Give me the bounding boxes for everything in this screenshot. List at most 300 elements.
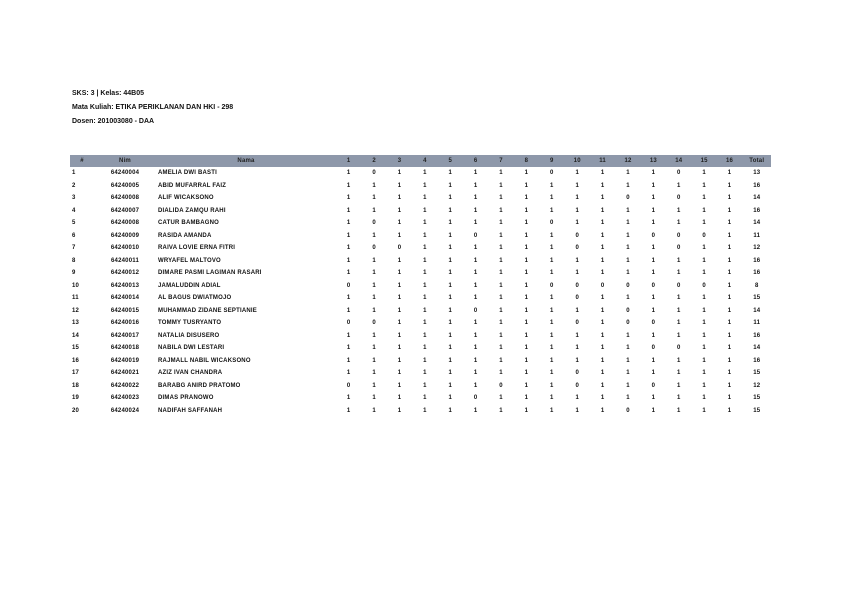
score-cell: 1	[626, 257, 630, 264]
score-cell: 1	[473, 270, 478, 277]
score-cell: 1	[397, 407, 402, 414]
score-cell: 1	[626, 332, 630, 339]
score-cell: 1	[524, 195, 529, 202]
score-cell: 1	[423, 182, 427, 189]
score-cell: 1	[702, 307, 706, 314]
row-number: 7	[72, 245, 76, 252]
score-cell: 1	[651, 307, 656, 314]
column-header: 10	[573, 158, 581, 164]
total-cell: 14	[753, 307, 761, 314]
score-cell: 1	[346, 395, 351, 402]
score-cell: 1	[423, 295, 427, 302]
score-cell: 1	[626, 370, 630, 377]
score-cell: 1	[499, 357, 503, 364]
score-cell: 1	[473, 370, 478, 377]
column-header: 4	[423, 158, 427, 164]
score-cell: 1	[423, 382, 427, 389]
table-row	[70, 242, 771, 255]
score-cell: 1	[727, 245, 732, 252]
score-cell: 1	[346, 207, 351, 214]
score-cell: 1	[600, 332, 605, 339]
score-cell: 1	[600, 295, 605, 302]
score-cell: 1	[575, 182, 579, 189]
score-cell: 0	[499, 382, 503, 389]
table-row	[70, 380, 771, 393]
table-row	[70, 205, 771, 218]
score-cell: 0	[346, 320, 351, 327]
score-cell: 1	[372, 395, 376, 402]
table-row	[70, 305, 771, 318]
score-cell: 1	[727, 307, 732, 314]
score-cell: 1	[677, 395, 681, 402]
score-cell: 1	[677, 370, 681, 377]
score-cell: 1	[651, 295, 656, 302]
score-cell: 1	[677, 270, 681, 277]
score-cell: 1	[651, 357, 656, 364]
score-cell: 1	[702, 357, 706, 364]
score-cell: 1	[397, 270, 402, 277]
score-cell: 1	[346, 170, 351, 177]
score-cell: 1	[677, 295, 681, 302]
score-cell: 0	[346, 282, 351, 289]
column-header: 3	[397, 158, 402, 164]
score-cell: 1	[448, 307, 453, 314]
score-cell: 1	[473, 220, 478, 227]
score-cell: 1	[473, 295, 478, 302]
score-cell: 1	[423, 370, 427, 377]
score-cell: 1	[448, 282, 453, 289]
score-cell: 1	[346, 345, 351, 352]
score-cell: 1	[575, 345, 579, 352]
nama-cell: RAJMALL NABIL WICAKSONO	[158, 357, 251, 364]
row-number: 20	[72, 407, 80, 414]
row-number: 13	[72, 320, 80, 327]
score-cell: 1	[524, 182, 529, 189]
nama-cell: WRYAFEL MALTOVO	[158, 257, 221, 264]
score-cell: 1	[448, 295, 453, 302]
score-cell: 1	[524, 357, 529, 364]
score-cell: 0	[677, 195, 681, 202]
score-cell: 1	[346, 245, 351, 252]
score-cell: 1	[600, 357, 605, 364]
score-cell: 1	[423, 307, 427, 314]
total-cell: 16	[753, 332, 761, 339]
score-cell: 1	[499, 370, 503, 377]
score-cell: 1	[499, 195, 503, 202]
score-cell: 1	[524, 345, 529, 352]
score-cell: 0	[702, 232, 706, 239]
score-cell: 1	[423, 220, 427, 227]
score-cell: 1	[372, 295, 376, 302]
score-cell: 0	[550, 220, 554, 227]
table-row	[70, 342, 771, 355]
score-cell: 1	[346, 332, 351, 339]
nim-cell: 64240013	[110, 282, 140, 289]
score-cell: 1	[677, 357, 681, 364]
nama-cell: BARABG ANIRD PRATOMO	[158, 382, 241, 389]
total-cell: 14	[753, 220, 761, 227]
score-cell: 1	[397, 320, 402, 327]
nim-cell: 64240016	[110, 320, 140, 327]
nim-cell: 64240022	[110, 382, 140, 389]
score-cell: 1	[423, 407, 427, 414]
score-cell: 1	[677, 220, 681, 227]
score-cell: 1	[626, 295, 630, 302]
score-cell: 0	[575, 295, 579, 302]
score-cell: 1	[448, 370, 453, 377]
table-row	[70, 267, 771, 280]
row-number: 11	[72, 295, 79, 302]
score-cell: 1	[727, 332, 732, 339]
score-cell: 1	[702, 345, 706, 352]
nama-cell: DIMAS PRANOWO	[158, 395, 214, 402]
nim-cell: 64240018	[110, 345, 140, 352]
score-cell: 1	[702, 257, 706, 264]
score-cell: 1	[397, 295, 402, 302]
nim-cell: 64240019	[110, 357, 140, 364]
score-cell: 1	[499, 307, 503, 314]
score-cell: 1	[702, 382, 706, 389]
score-cell: 1	[423, 232, 427, 239]
score-cell: 1	[423, 332, 427, 339]
score-cell: 1	[702, 182, 706, 189]
nama-cell: AMELIA DWI BASTI	[158, 170, 217, 177]
score-cell: 0	[575, 370, 579, 377]
score-cell: 1	[346, 220, 351, 227]
score-cell: 1	[600, 270, 605, 277]
score-cell: 1	[575, 395, 579, 402]
score-cell: 1	[397, 357, 402, 364]
score-cell: 1	[600, 232, 605, 239]
score-cell: 0	[677, 345, 681, 352]
column-header: 6	[473, 158, 478, 164]
score-cell: 1	[524, 307, 529, 314]
nim-cell: 64240005	[110, 182, 140, 189]
score-cell: 0	[702, 282, 706, 289]
nama-cell: ALIF WICAKSONO	[158, 195, 214, 202]
score-cell: 1	[600, 382, 605, 389]
score-cell: 1	[423, 357, 427, 364]
score-cell: 1	[550, 307, 554, 314]
score-cell: 1	[600, 182, 605, 189]
total-cell: 14	[753, 345, 761, 352]
column-header: 2	[372, 158, 376, 164]
score-cell: 1	[651, 245, 656, 252]
score-cell: 1	[372, 232, 376, 239]
score-cell: 1	[346, 232, 351, 239]
score-cell: 1	[727, 407, 732, 414]
nim-cell: 64240012	[110, 270, 140, 277]
score-cell: 1	[550, 245, 554, 252]
total-cell: 11	[753, 232, 761, 239]
score-cell: 1	[550, 370, 554, 377]
score-cell: 0	[372, 245, 376, 252]
score-cell: 1	[397, 182, 402, 189]
nim-cell: 64240017	[110, 332, 140, 339]
score-cell: 1	[600, 195, 605, 202]
score-cell: 1	[575, 357, 579, 364]
score-cell: 1	[346, 357, 351, 364]
nama-cell: AL BAGUS DWIATMOJO	[158, 295, 232, 302]
total-cell: 16	[753, 357, 761, 364]
score-cell: 1	[550, 207, 554, 214]
score-cell: 1	[397, 370, 402, 377]
score-cell: 1	[677, 382, 681, 389]
score-cell: 1	[702, 370, 706, 377]
score-cell: 1	[550, 395, 554, 402]
score-cell: 0	[626, 195, 630, 202]
score-cell: 1	[346, 270, 351, 277]
score-cell: 1	[651, 207, 656, 214]
score-cell: 1	[499, 395, 503, 402]
total-cell: 12	[753, 245, 761, 252]
score-cell: 1	[626, 382, 630, 389]
score-cell: 1	[448, 332, 453, 339]
score-cell: 1	[499, 220, 503, 227]
score-cell: 1	[702, 395, 706, 402]
score-cell: 1	[600, 307, 605, 314]
row-number: 5	[72, 220, 76, 227]
score-cell: 1	[524, 282, 529, 289]
score-cell: 1	[473, 170, 478, 177]
score-cell: 0	[626, 320, 630, 327]
score-cell: 1	[626, 170, 630, 177]
score-cell: 1	[677, 257, 681, 264]
score-cell: 1	[372, 332, 376, 339]
score-cell: 1	[473, 332, 478, 339]
score-cell: 1	[677, 407, 681, 414]
score-cell: 1	[499, 282, 503, 289]
score-cell: 1	[575, 270, 579, 277]
nama-cell: RAIVA LOVIE ERNA FITRI	[158, 245, 236, 252]
table-row	[70, 405, 771, 418]
table-row	[70, 330, 771, 343]
score-cell: 1	[397, 232, 402, 239]
score-cell: 1	[448, 170, 453, 177]
score-cell: 1	[372, 257, 376, 264]
score-cell: 1	[473, 182, 478, 189]
score-cell: 0	[677, 170, 681, 177]
row-number: 3	[72, 195, 76, 202]
total-cell: 15	[753, 370, 761, 377]
nama-cell: MUHAMMAD ZIDANE SEPTIANIE	[158, 307, 257, 314]
column-header: 11	[599, 158, 606, 164]
row-number: 12	[72, 307, 80, 314]
column-header: #	[80, 158, 84, 164]
score-cell: 1	[727, 232, 732, 239]
score-cell: 1	[397, 220, 402, 227]
score-cell: 0	[372, 320, 376, 327]
score-cell: 1	[727, 370, 732, 377]
score-cell: 1	[575, 332, 579, 339]
score-cell: 1	[651, 407, 656, 414]
score-cell: 1	[423, 320, 427, 327]
attendance-table	[70, 155, 771, 417]
score-cell: 1	[372, 370, 376, 377]
nama-cell: DIALIDA ZAMQU RAHI	[158, 207, 226, 214]
score-cell: 1	[346, 370, 351, 377]
nama-cell: NABILA DWI LESTARI	[158, 345, 225, 352]
score-cell: 1	[423, 245, 427, 252]
score-cell: 1	[423, 270, 427, 277]
score-cell: 0	[651, 282, 656, 289]
score-cell: 1	[626, 207, 630, 214]
table-row	[70, 217, 771, 230]
nama-cell: ABID MUFARRAL FAIZ	[158, 182, 227, 189]
score-cell: 1	[499, 407, 503, 414]
score-cell: 1	[575, 220, 579, 227]
score-cell: 1	[575, 170, 579, 177]
score-cell: 1	[727, 257, 732, 264]
score-cell: 0	[651, 345, 656, 352]
score-cell: 1	[677, 320, 681, 327]
nama-cell: NADIFAH SAFFANAH	[158, 407, 223, 414]
score-cell: 1	[524, 395, 529, 402]
row-number: 2	[72, 182, 76, 189]
row-number: 19	[72, 395, 80, 402]
total-cell: 12	[753, 382, 761, 389]
score-cell: 1	[524, 320, 529, 327]
score-cell: 0	[575, 282, 579, 289]
score-cell: 1	[397, 207, 402, 214]
score-cell: 0	[575, 382, 579, 389]
score-cell: 1	[473, 407, 478, 414]
score-cell: 1	[651, 220, 656, 227]
score-cell: 1	[372, 282, 376, 289]
score-cell: 1	[397, 345, 402, 352]
score-cell: 1	[372, 307, 376, 314]
score-cell: 1	[550, 270, 554, 277]
table-row	[70, 192, 771, 205]
score-cell: 1	[626, 395, 630, 402]
score-cell: 1	[499, 332, 503, 339]
table-row	[70, 392, 771, 405]
column-header: 5	[448, 158, 453, 164]
score-cell: 1	[423, 282, 427, 289]
score-cell: 1	[448, 407, 453, 414]
score-cell: 0	[677, 282, 681, 289]
score-cell: 1	[397, 395, 402, 402]
row-number: 15	[72, 345, 80, 352]
score-cell: 1	[423, 207, 427, 214]
score-cell: 1	[372, 182, 376, 189]
score-cell: 1	[550, 357, 554, 364]
score-cell: 1	[499, 257, 503, 264]
column-header: Nama	[237, 158, 255, 164]
score-cell: 1	[499, 232, 503, 239]
nim-cell: 64240011	[111, 257, 139, 264]
score-cell: 0	[346, 382, 351, 389]
nim-cell: 64240023	[110, 395, 140, 402]
score-cell: 1	[677, 332, 681, 339]
score-cell: 1	[448, 345, 453, 352]
row-number: 9	[72, 270, 76, 277]
score-cell: 1	[499, 182, 503, 189]
score-cell: 1	[727, 320, 732, 327]
table-row	[70, 355, 771, 368]
total-cell: 15	[753, 407, 761, 414]
row-number: 8	[72, 257, 76, 264]
score-cell: 1	[727, 295, 732, 302]
score-cell: 1	[626, 345, 630, 352]
score-cell: 1	[397, 382, 402, 389]
score-cell: 0	[473, 232, 478, 239]
score-cell: 1	[473, 207, 478, 214]
score-cell: 1	[727, 207, 732, 214]
table-row	[70, 180, 771, 193]
score-cell: 1	[499, 170, 503, 177]
score-cell: 1	[727, 270, 732, 277]
nama-cell: DIMARE PASMI LAGIMAN RASARI	[158, 270, 262, 277]
score-cell: 1	[397, 307, 402, 314]
score-cell: 1	[372, 195, 376, 202]
nim-cell: 64240015	[110, 307, 140, 314]
row-number: 14	[72, 332, 80, 339]
score-cell: 1	[448, 245, 453, 252]
nama-cell: NATALIA DISUSERO	[158, 332, 220, 339]
score-cell: 1	[550, 332, 554, 339]
score-cell: 1	[372, 345, 376, 352]
score-cell: 1	[524, 407, 529, 414]
score-cell: 1	[727, 395, 732, 402]
table-row	[70, 292, 771, 305]
score-cell: 1	[651, 195, 656, 202]
row-number: 10	[72, 282, 80, 289]
row-number: 4	[72, 207, 76, 214]
score-cell: 1	[524, 295, 529, 302]
score-cell: 1	[524, 207, 529, 214]
table-row	[70, 255, 771, 268]
table-row	[70, 280, 771, 293]
score-cell: 1	[550, 382, 554, 389]
nim-cell: 64240024	[110, 407, 140, 414]
score-cell: 1	[651, 170, 656, 177]
score-cell: 1	[702, 295, 706, 302]
score-cell: 1	[702, 407, 706, 414]
score-cell: 0	[626, 307, 630, 314]
score-cell: 1	[626, 245, 630, 252]
score-cell: 0	[626, 282, 630, 289]
score-cell: 1	[600, 220, 605, 227]
column-header: 1	[346, 158, 351, 164]
score-cell: 1	[600, 320, 605, 327]
score-cell: 1	[423, 395, 427, 402]
nama-cell: AZIZ IVAN CHANDRA	[158, 370, 223, 377]
score-cell: 1	[600, 245, 605, 252]
column-header: Total	[749, 158, 765, 164]
score-cell: 1	[499, 207, 503, 214]
table-body	[70, 167, 771, 417]
column-header: 8	[524, 158, 529, 164]
score-cell: 1	[600, 345, 605, 352]
score-cell: 1	[448, 220, 453, 227]
score-cell: 0	[677, 245, 681, 252]
total-cell: 16	[753, 182, 761, 189]
row-number: 17	[72, 370, 80, 377]
score-cell: 1	[372, 270, 376, 277]
score-cell: 1	[448, 257, 453, 264]
score-cell: 1	[550, 182, 554, 189]
score-cell: 1	[727, 220, 732, 227]
score-cell: 1	[397, 282, 402, 289]
score-cell: 1	[727, 170, 732, 177]
score-cell: 1	[423, 257, 427, 264]
score-cell: 1	[702, 332, 706, 339]
nama-cell: TOMMY TUSRYANTO	[158, 320, 222, 327]
total-cell: 15	[753, 295, 761, 302]
column-header: 9	[550, 158, 554, 164]
score-cell: 1	[397, 332, 402, 339]
